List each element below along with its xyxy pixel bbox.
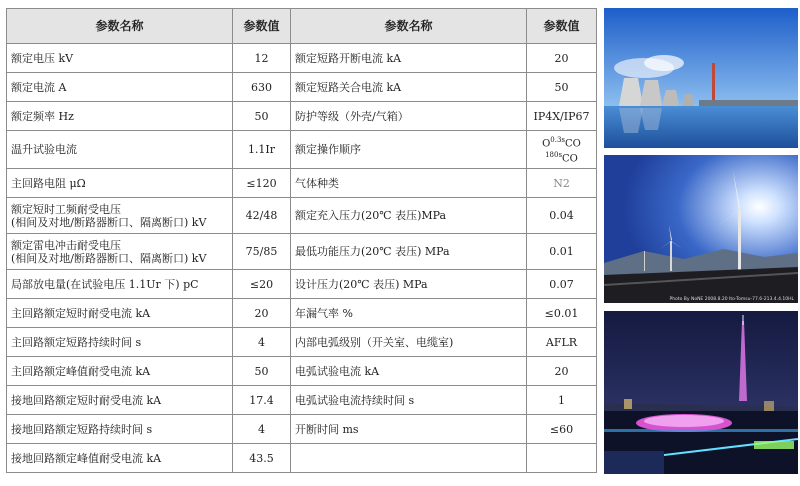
param-value-left: 50 — [233, 357, 291, 386]
table-row — [7, 415, 597, 444]
param-value-left: 50 — [233, 102, 291, 131]
table-row — [7, 234, 597, 270]
param-value-left: 42/48 — [233, 198, 291, 234]
param-name-right: 额定短路开断电流 kA — [291, 44, 527, 73]
op-seq-part: CO — [565, 138, 581, 150]
param-value-right: IP4X/IP67 — [527, 102, 597, 131]
param-name-left: 局部放电量(在试验电压 1.1Ur 下) pC — [7, 270, 233, 299]
param-value-left: 4 — [233, 328, 291, 357]
param-name-right: 电弧试验电流持续时间 s — [291, 386, 527, 415]
param-name-left: 额定电流 A — [7, 73, 233, 102]
table-header-row — [7, 9, 597, 44]
param-value-left: 630 — [233, 73, 291, 102]
param-value-right: AFLR — [527, 328, 597, 357]
header-param-name-2: 参数名称 — [291, 9, 527, 44]
param-value-right: 20 — [527, 44, 597, 73]
param-value-right: N2 — [527, 169, 597, 198]
param-value-right — [527, 131, 597, 169]
op-seq-part: O — [542, 138, 551, 150]
wind-turbine-photo — [604, 155, 798, 303]
param-name-left: 接地回路额定峰值耐受电流 kA — [7, 444, 233, 473]
param-name-left-line1: 额定短时工频耐受电压 — [11, 202, 121, 216]
param-name-right: 开断时间 ms — [291, 415, 527, 444]
table-row — [7, 44, 597, 73]
param-name-left-line2: (相间及对地/断路器断口、隔离断口) kV — [11, 251, 207, 265]
param-name-left: 主回路额定短时耐受电流 kA — [7, 299, 233, 328]
param-value-right: 0.01 — [527, 234, 597, 270]
param-value-left: 17.4 — [233, 386, 291, 415]
param-name-right: 最低功能压力(20℃ 表压) MPa — [291, 234, 527, 270]
param-name-left: 接地回路额定短时耐受电流 kA — [7, 386, 233, 415]
table-row — [7, 386, 597, 415]
spec-table — [6, 8, 597, 473]
op-seq-part: CO — [562, 152, 578, 164]
table-row — [7, 299, 597, 328]
param-name-left: 主回路额定峰值耐受电流 kA — [7, 357, 233, 386]
header-param-value-1: 参数值 — [233, 9, 291, 44]
param-name-left-line2: (相间及对地/断路器断口、隔离断口) kV — [11, 215, 207, 229]
param-value-right: ≤60 — [527, 415, 597, 444]
param-value-right: 1 — [527, 386, 597, 415]
table-row — [7, 270, 597, 299]
param-value-left: ≤20 — [233, 270, 291, 299]
param-name-right: 额定充入压力(20℃ 表压)MPa — [291, 198, 527, 234]
table-row — [7, 198, 597, 234]
param-name-right: 气体种类 — [291, 169, 527, 198]
table-row — [7, 102, 597, 131]
param-name-right: 年漏气率 % — [291, 299, 527, 328]
param-name-left — [7, 198, 233, 234]
param-name-right: 额定短路关合电流 kA — [291, 73, 527, 102]
param-name-right: 额定操作顺序 — [291, 131, 527, 169]
param-name-right: 设计压力(20℃ 表压) MPa — [291, 270, 527, 299]
param-name-left: 主回路电阻 μΩ — [7, 169, 233, 198]
param-value-left: 43.5 — [233, 444, 291, 473]
param-value-right: 20 — [527, 357, 597, 386]
param-name-right: 电弧试验电流 kA — [291, 357, 527, 386]
param-value-right: ≤0.01 — [527, 299, 597, 328]
photo-credit: Photo By NoNE 2008.8.20 Ito-Tomsu-77.6-213.4.4.10HL — [669, 297, 794, 302]
param-value-left: ≤120 — [233, 169, 291, 198]
tv-tower-night-photo — [604, 311, 798, 474]
table-row — [7, 73, 597, 102]
param-name-left: 额定电压 kV — [7, 44, 233, 73]
op-seq-interval: 180s — [545, 150, 563, 159]
param-value-right: 0.04 — [527, 198, 597, 234]
param-value-right: 0.07 — [527, 270, 597, 299]
table-row — [7, 328, 597, 357]
param-value-left: 4 — [233, 415, 291, 444]
param-name-right — [291, 444, 527, 473]
param-value-right — [527, 444, 597, 473]
param-name-left: 额定频率 Hz — [7, 102, 233, 131]
param-name-left — [7, 234, 233, 270]
table-row — [7, 131, 597, 169]
op-seq-interval: 0.3s — [550, 136, 566, 145]
param-value-right: 50 — [527, 73, 597, 102]
param-value-left: 12 — [233, 44, 291, 73]
header-param-value-2: 参数值 — [527, 9, 597, 44]
param-name-right: 防护等级（外壳/气箱） — [291, 102, 527, 131]
operating-sequence — [542, 135, 581, 164]
param-value-left: 20 — [233, 299, 291, 328]
header-param-name-1: 参数名称 — [7, 9, 233, 44]
table-row — [7, 169, 597, 198]
param-name-left: 温升试验电流 — [7, 131, 233, 169]
param-value-left: 1.1Ir — [233, 131, 291, 169]
param-name-left: 接地回路额定短路持续时间 s — [7, 415, 233, 444]
param-name-left: 主回路额定短路持续时间 s — [7, 328, 233, 357]
power-plant-photo — [604, 8, 798, 148]
param-name-left-line1: 额定雷电冲击耐受电压 — [11, 238, 121, 252]
table-row — [7, 357, 597, 386]
param-value-left: 75/85 — [233, 234, 291, 270]
table-row — [7, 444, 597, 473]
param-name-right: 内部电弧级别（开关室、电缆室) — [291, 328, 527, 357]
